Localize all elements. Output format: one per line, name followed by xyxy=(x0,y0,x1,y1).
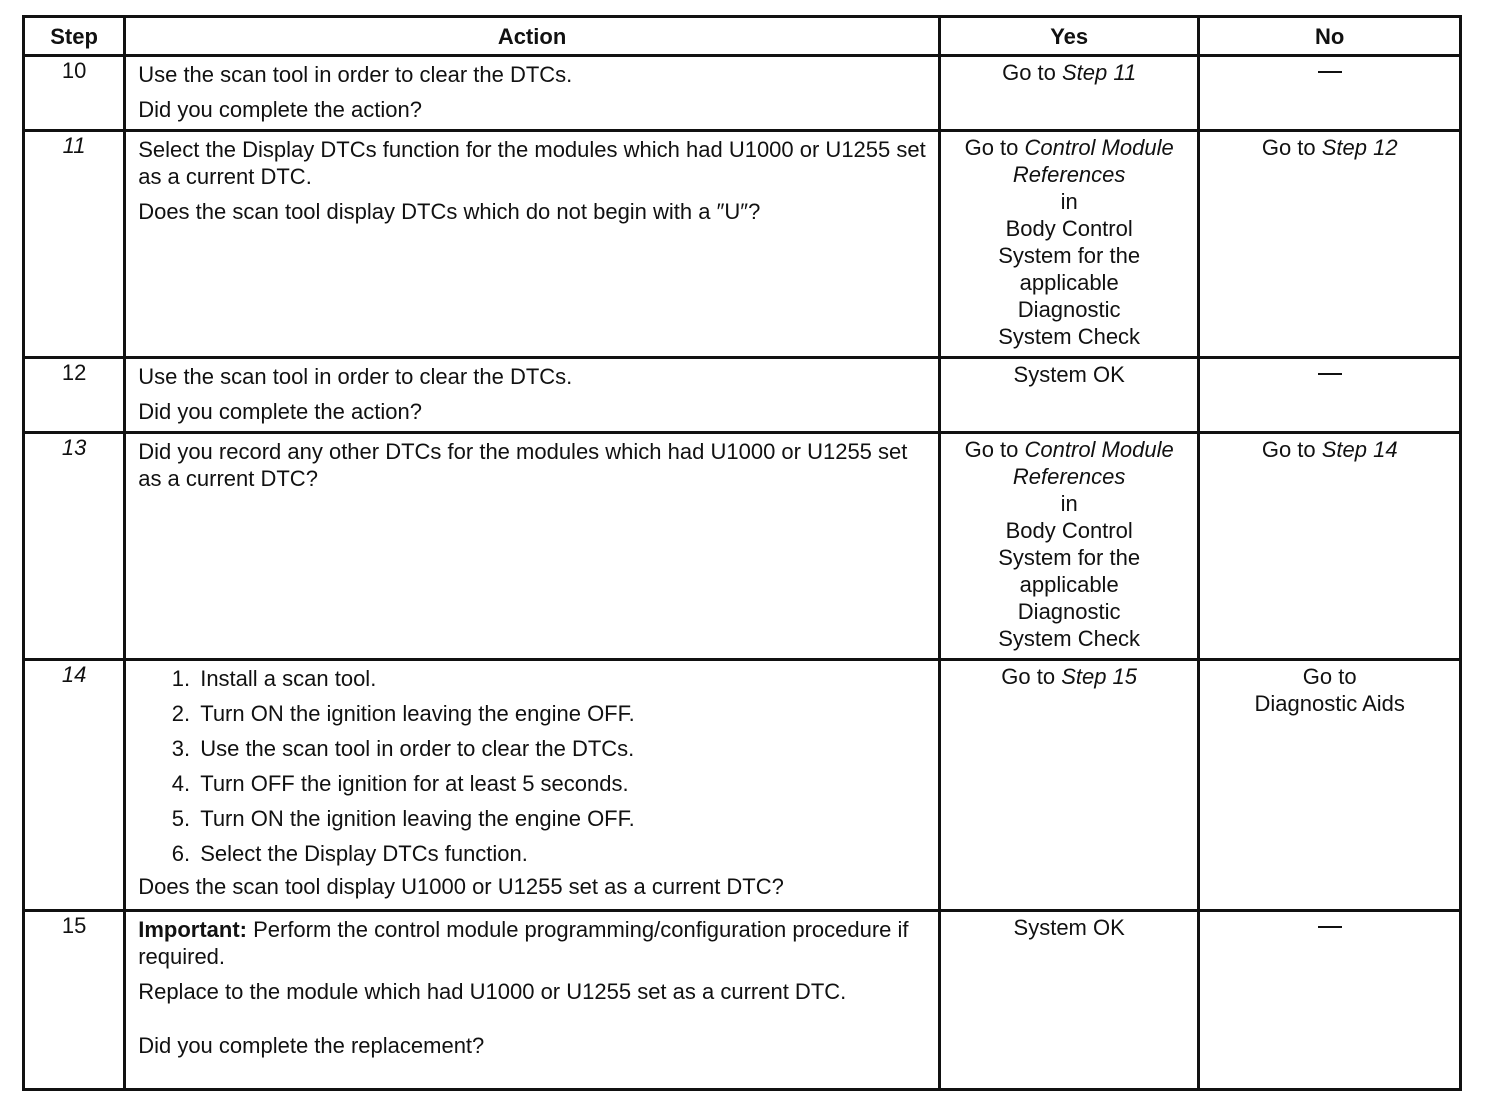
no-result-dash xyxy=(1318,71,1342,73)
no-cell xyxy=(1199,911,1461,1090)
step-number: 11 xyxy=(24,131,125,358)
yes-in: in xyxy=(1060,189,1078,214)
action-text: Select the Display DTCs function for the modules which had U1000 or U1255 set as a current DTC. xyxy=(138,137,926,189)
no-result xyxy=(1262,436,1398,463)
action-question: Did you complete the replacement? xyxy=(138,1033,485,1058)
action-cell xyxy=(125,433,940,660)
header-action: Action xyxy=(125,17,940,56)
action-text: Replace to the module which had U1000 or U1255 set as a current DTC. xyxy=(138,979,847,1004)
step-number: 12 xyxy=(24,358,125,433)
action-question: Does the scan tool display U1000 or U1255 set as a current DTC? xyxy=(138,874,784,899)
yes-result: System OK xyxy=(1013,915,1125,940)
action-steps-list xyxy=(138,665,928,867)
important-text: Perform the control module programming/configuration procedure if required. xyxy=(138,917,909,969)
yes-result xyxy=(1001,663,1137,690)
important-label: Important: xyxy=(138,917,247,942)
diagnostic-table xyxy=(22,15,1462,1091)
no-diagnostic-aids-link[interactable]: Diagnostic Aids xyxy=(1254,691,1405,716)
no-cell xyxy=(1199,56,1461,131)
yes-reference-link[interactable]: Control Module References xyxy=(1012,135,1174,187)
no-cell xyxy=(1199,660,1461,911)
yes-in: in xyxy=(1060,491,1078,516)
action-text: Use the scan tool in order to clear the DTCs. xyxy=(138,364,573,389)
table-row-step-10 xyxy=(24,56,1461,131)
yes-cell xyxy=(939,660,1199,911)
yes-cell xyxy=(939,358,1199,433)
action-cell xyxy=(125,56,940,131)
step-number: 14 xyxy=(24,660,125,911)
header-row xyxy=(24,17,1461,56)
yes-cell xyxy=(939,433,1199,660)
yes-result xyxy=(1002,59,1136,86)
no-result-dash xyxy=(1318,926,1342,928)
list-item: 4. Turn OFF the ignition for at least 5 seconds. xyxy=(196,770,928,797)
yes-rest: Body Control System for the applicable Diagnostic System Check xyxy=(998,216,1141,349)
action-question: Did you complete the action? xyxy=(138,399,422,424)
no-cell xyxy=(1199,358,1461,433)
action-question: Does the scan tool display DTCs which do not begin with a ″U″? xyxy=(138,199,761,224)
yes-prefix: Go to xyxy=(1002,60,1062,85)
no-cell xyxy=(1199,433,1461,660)
yes-rest: Body Control System for the applicable Diagnostic System Check xyxy=(998,518,1141,651)
action-cell xyxy=(125,911,940,1090)
important-note xyxy=(138,916,928,970)
header-yes: Yes xyxy=(939,17,1199,56)
no-step-link[interactable]: Step 14 xyxy=(1321,437,1398,462)
no-result-dash xyxy=(1318,373,1342,375)
no-prefix: Go to xyxy=(1261,135,1322,160)
yes-result xyxy=(945,134,1194,188)
step-number: 10 xyxy=(24,56,125,131)
header-no: No xyxy=(1199,17,1461,56)
list-item: 1. Install a scan tool. xyxy=(196,665,928,692)
table-row-step-14 xyxy=(24,660,1461,911)
action-text: Use the scan tool in order to clear the DTCs. xyxy=(138,62,573,87)
table-row-step-13 xyxy=(24,433,1461,660)
action-question: Did you record any other DTCs for the modules which had U1000 or U1255 set as a current DTC? xyxy=(138,439,908,491)
step-number: 13 xyxy=(24,433,125,660)
no-cell xyxy=(1199,131,1461,358)
step-number: 15 xyxy=(24,911,125,1090)
yes-step-link[interactable]: Step 11 xyxy=(1062,60,1137,85)
yes-result: System OK xyxy=(1013,362,1125,387)
no-result xyxy=(1262,134,1398,161)
yes-prefix: Go to xyxy=(964,135,1025,160)
yes-result xyxy=(945,436,1194,490)
table-row-step-12 xyxy=(24,358,1461,433)
action-question: Did you complete the action? xyxy=(138,97,422,122)
yes-reference-link[interactable]: Control Module References xyxy=(1012,437,1174,489)
header-step: Step xyxy=(24,17,125,56)
action-cell xyxy=(125,660,940,911)
yes-cell xyxy=(939,911,1199,1090)
list-item: 6. Select the Display DTCs function. xyxy=(196,840,928,867)
table-row-step-15 xyxy=(24,911,1461,1090)
action-cell xyxy=(125,358,940,433)
action-cell xyxy=(125,131,940,358)
yes-prefix: Go to xyxy=(964,437,1025,462)
yes-step-link[interactable]: Step 15 xyxy=(1061,664,1138,689)
no-result-line1: Go to xyxy=(1302,664,1357,689)
yes-cell xyxy=(939,56,1199,131)
yes-prefix: Go to xyxy=(1001,664,1062,689)
list-item: 2. Turn ON the ignition leaving the engine OFF. xyxy=(196,700,928,727)
no-prefix: Go to xyxy=(1261,437,1322,462)
no-step-link[interactable]: Step 12 xyxy=(1321,135,1398,160)
yes-cell xyxy=(939,131,1199,358)
list-item: 3. Use the scan tool in order to clear the DTCs. xyxy=(196,735,928,762)
list-item: 5. Turn ON the ignition leaving the engine OFF. xyxy=(196,805,928,832)
table-row-step-11 xyxy=(24,131,1461,358)
